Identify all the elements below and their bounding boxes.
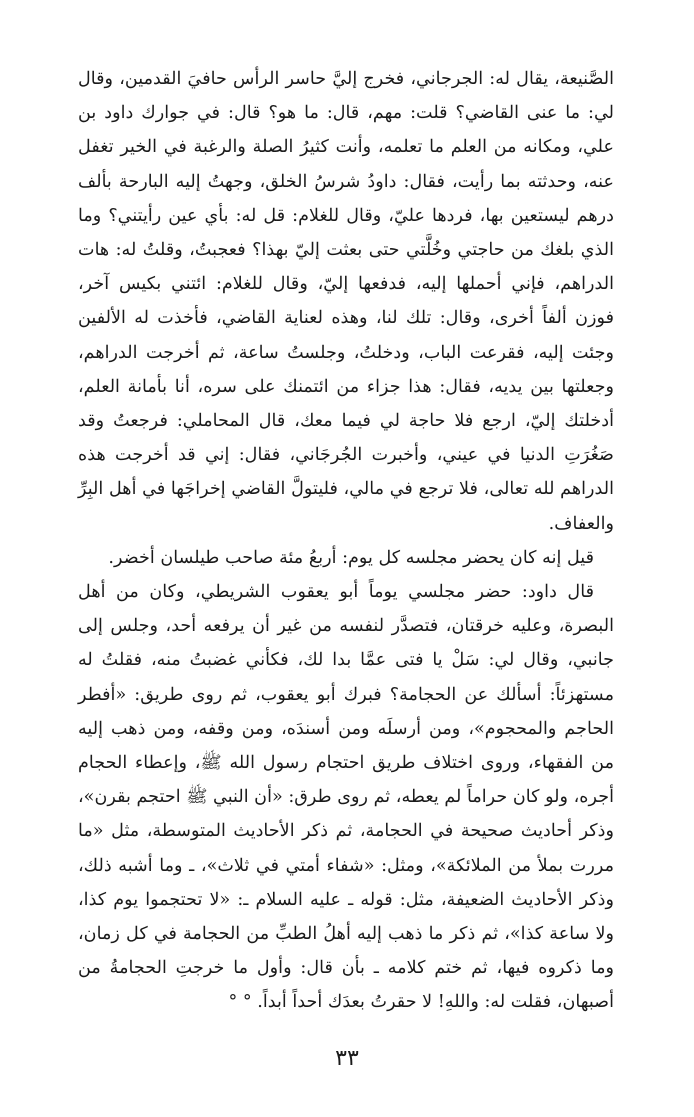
paragraph-majlis-attendance: قيل إنه كان يحضر مجلسه كل يوم: أربعُ مئة صاحب طيلسان أخضر.: [108, 547, 594, 568]
paragraph-abu-yaqub-hijama: قال داود: حضر مجلسي يوماً أبو يعقوب الشريطي، وكان من أهل البصرة، وعليه خرقتان، فتصدَّر لنفسه من غير أن يرفعه أحد، وجلس إلى جانبي، وقال لي: سَلْ يا فتى عمَّا بدا لك، فكأني غضبتُ منه، فقلتُ له مستهزئاً: أسألك عن الحجامة؟ فبرك أبو يعقوب، ثم روى طريق: «أفطر الحاجم والمحجوم»، ومن أرسلَه ومن أسندَه، ومن وقفه، ومن ذهب إليه من الفقهاء، وروى اختلاف طريق احتجام رسول الله ﷺ، وإعطاء الحجام أجره، ولو كان حراماً لم يعطه، ثم روى طرق: «أن النبي ﷺ احتجم بقرن»، وذكر أحاديث صحيحة في الحجامة، ثم ذكر الأحاديث المتوسطة، مثل «ما مررت بملأ من الملائكة»، ومثل: «شفاء أمتي في ثلاث»، ـ وما أشبه ذلك، وذكر الأحاديث الضعيفة، مثل: قوله ـ عليه السلام ـ: «لا تحتجموا يوم كذا، ولا ساعة كذا»، ثم ذكر ما ذهب إليه أهلُ الطبِّ من الحجامة في كل زمان، وما ذكروه فيها، ثم ختم كلامه ـ بأن قال: وأول ما خرجتِ الحجامةُ من أصبهان، فقلت له: واللهِ! لا حقرتُ بعدَك أحداً أبداً. ° °: [78, 582, 614, 1013]
page-body: [78, 62, 614, 1020]
page-number: ٣٣: [335, 1046, 359, 1071]
paragraph-story-jurjani: الصَّنيعة، يقال له: الجرجاني، فخرج إليَّ حاسر الرأس حافيَ القدمين، وقال لي: ما عنى القاضي؟ قلت: مهم، قال: ما هو؟ قال: في جوارك داود بن علي، ومكانه من العلم ما تعلمه، وأنت كثيرُ الصلة والرغبة في الخير تغفل عنه، وحدثته بما رأيت، فقال: داودُ شرسُ الخلق، وجهتُ إليه البارحة بألف درهم ليستعين بها، فردها عليّ، وقال للغلام: قل له: بأي عين رأيتني؟ وما الذي بلغك من حاجتي وخُلَّتي حتى بعثت إليّ بهذا؟ فعجبتُ، وقلتُ له: هات الدراهم، فإني أحملها إليه، فدفعها إليّ، وقال للغلام: ائتني بكيس آخر، فوزن ألفاً أخرى، وقال: تلك لنا، وهذه لعناية القاضي، فأخذت له الألفين وجئت إليه، فقرعت الباب، ودخلتُ، وجلستُ ساعة، ثم أخرجت الدراهم، وجعلتها بين يديه، فقال: هذا جزاء من ائتمنك على سره، أنا بأمانة العلم، أدخلتك إليّ، ارجع فلا حاجة لي فيما معك، قال المحاملي: فرجعتُ وقد صَغُرَتِ الدنيا في عيني، وأخبرت الجُرجَاني، فقال: إني قد أخرجت هذه الدراهم لله تعالى، فلا ترجع في مالي، فليتولَّ القاضي إخراجَها في أهل البِرِّ والعفاف.: [78, 69, 614, 534]
